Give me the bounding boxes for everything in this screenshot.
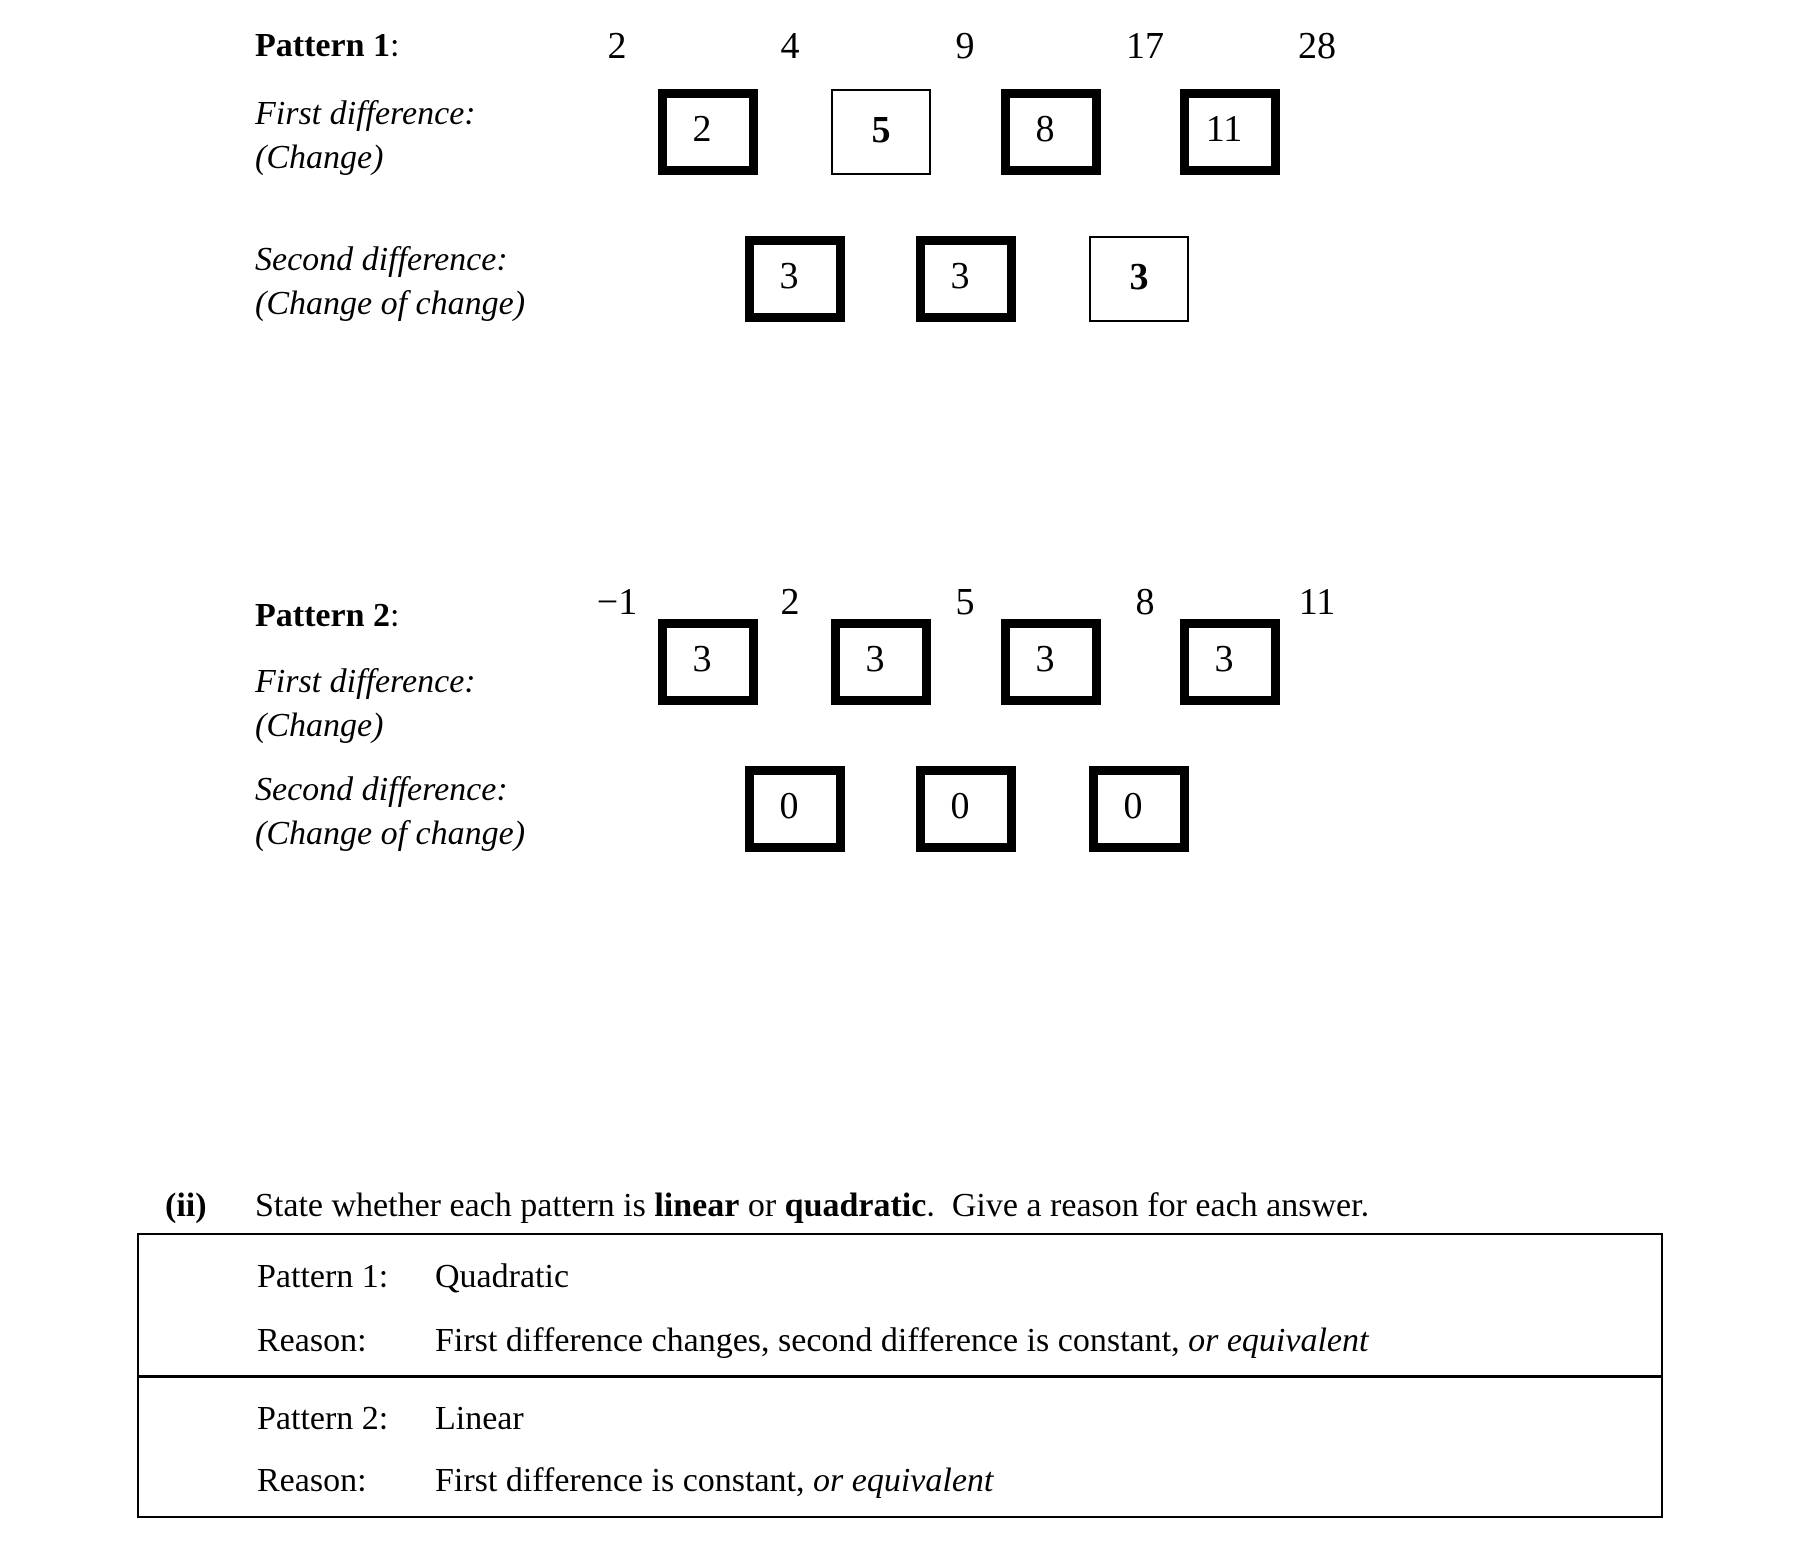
pattern2-change-label: (Change) [255, 707, 384, 744]
reason-text: First difference changes, second difference is constant, or equivalent [435, 1322, 1369, 1359]
first-difference-answer-box: 5 [831, 89, 931, 175]
pattern1-second-difference-label: Second difference: [255, 241, 508, 278]
pattern1-sequence-value: 4 [780, 25, 800, 67]
pattern1-change-label: (Change) [255, 139, 384, 176]
reason-label: Reason: [257, 1322, 367, 1359]
pattern1-change-of-change-label: (Change of change) [255, 285, 526, 322]
question-text: State whether each pattern is linear or quadratic. Give a reason for each answer. [255, 1187, 1370, 1224]
question-number: (ii) [165, 1187, 207, 1224]
pattern2-sequence-value: 8 [1135, 581, 1155, 623]
reason-text: First difference is constant, or equivalent [435, 1462, 994, 1499]
first-difference-box: 3 [1180, 619, 1280, 705]
pattern1-label: Pattern 1: [255, 27, 400, 64]
pattern2-second-difference-label: Second difference: [255, 771, 508, 808]
first-difference-box: 2 [658, 89, 758, 175]
second-difference-answer-box: 3 [1089, 236, 1189, 322]
first-difference-box: 3 [658, 619, 758, 705]
table-row-divider [139, 1375, 1661, 1378]
pattern2-sequence-value: 2 [780, 581, 800, 623]
pattern2-change-of-change-label: (Change of change) [255, 815, 526, 852]
second-difference-box: 0 [1089, 766, 1189, 852]
second-difference-box: 0 [745, 766, 845, 852]
pattern-label: Pattern 2: [257, 1400, 389, 1437]
first-difference-box: 11 [1180, 89, 1280, 175]
pattern1-sequence-value: 17 [1126, 25, 1164, 67]
classification-value: Linear [435, 1400, 524, 1437]
pattern-label: Pattern 1: [257, 1258, 389, 1295]
reason-qualifier: or equivalent [1188, 1322, 1369, 1359]
reason-qualifier: or equivalent [813, 1462, 994, 1499]
pattern1-first-difference-label: First difference: [255, 95, 476, 132]
second-difference-box: 0 [916, 766, 1016, 852]
pattern2-sequence-value: 11 [1298, 581, 1336, 623]
pattern1-sequence-value: 2 [607, 25, 627, 67]
answers-table [137, 1233, 1663, 1518]
first-difference-box: 8 [1001, 89, 1101, 175]
classification-value: Quadratic [435, 1258, 570, 1295]
pattern1-sequence-value: 9 [955, 25, 975, 67]
second-difference-box: 3 [745, 236, 845, 322]
second-difference-box: 3 [916, 236, 1016, 322]
pattern1-sequence-value: 28 [1298, 25, 1336, 67]
first-difference-box: 3 [831, 619, 931, 705]
pattern2-sequence-value: −1 [596, 581, 638, 623]
reason-label: Reason: [257, 1462, 367, 1499]
pattern2-first-difference-label: First difference: [255, 663, 476, 700]
first-difference-box: 3 [1001, 619, 1101, 705]
pattern2-sequence-value: 5 [955, 581, 975, 623]
pattern2-label: Pattern 2: [255, 597, 400, 634]
